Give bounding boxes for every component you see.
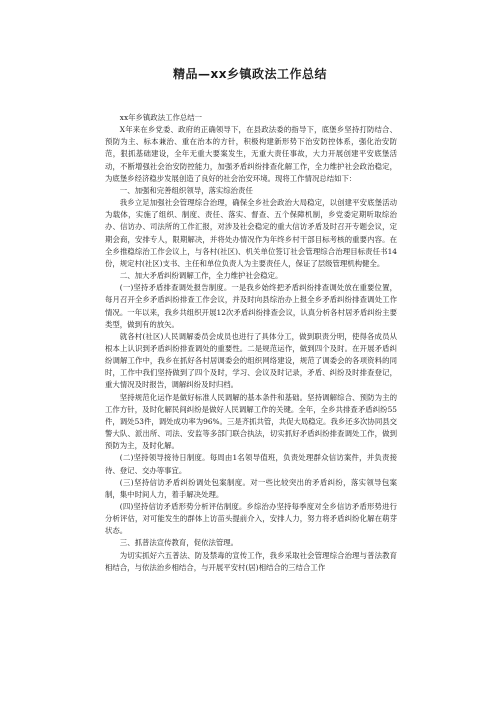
body-paragraph: (一)坚持矛盾排查调处报告制度。一是我乡始终把矛盾纠纷排查调处放在重要位置，每月召开全乡矛盾纠纷排查工作会议，并及时向县综治办上报全乡矛盾纠纷排查调处工作情况。一年以来，我乡共组织开展12次矛盾纠纷排查会议，认真分析各村居矛盾纠纷主要类型，做到有的放矢。 — [105, 283, 397, 329]
body-paragraph: (四)坚持信访矛盾形势分析评估制度。乡综治办坚持每季度对全乡信访矛盾形势进行分析评估，对可能发生的群体上访苗头提前介入，安排人力，努力将矛盾纠纷化解在萌芽状态。 — [105, 502, 397, 536]
body-paragraph: 我乡立足加强社会管理综合治理，确保全乡社会政治大局稳定，以创建平安底堡活动为载体，实施了组织、制度、责任、落实、督查、五个保障机制，乡党委定期听取综治办、信访办、司法所的工作汇报，对涉及社会稳定的重大信访矛盾及时召开专题会议，定期会商，安排专人，限期解决，并将处办情况作为年终乡村干部目标考核的重要内容。在全乡推稳综治工作会议上，与各村(社区)、机关单位签订社会管理综合治理目标责任书14份，规定村(社区)支书、主任和单位负责人为主要责任人，保证了层级管理机构健全。 — [105, 198, 397, 268]
section-heading-1: 一、加强和完善组织领导，落实综治责任 — [119, 185, 253, 195]
body-paragraph: 为切实抓好六五普法、防及禁毒的宣传工作，我乡采取社会管理综合治理与普法教育相结合，与依法治乡相结合，与开展平安村(居)相结合的三结合工作 — [105, 550, 397, 572]
intro-paragraph: X年来在乡党委、政府的正确领导下，在县政法委的指导下，底堡乡坚持打防结合、预防为主、标本兼治、重在治本的方针，积极构建新形势下治安防控体系，强化治安防范，狠抓基础建设，全年无重大要案发生，无重大责任事故，大力开展创建平安底堡活动，不断增强社会治安防控能力，加强矛盾纠纷排查化解工作，全力维护社会政治稳定，为底堡乡经济稳步发展创造了良好的社会治安环境。现将工作情况总结如下： — [105, 125, 397, 183]
document-title: 精品—xx乡镇政法工作总结 — [173, 67, 327, 81]
body-paragraph: (二)坚持领导接待日制度。每周由1名领导值班，负责处理群众信访案件，并负责接待、登记、交办等事宜。 — [105, 453, 397, 475]
body-paragraph: 坚持规范化运作是做好标准人民调解的基本条件和基础。坚持调解综合、预防为主的工作方针，及时化解民间纠纷是做好人民调解工作的关键。全年，全乡共排查矛盾纠纷55件，调处53件，调处成功率为96%。三是齐抓共管，共促大局稳定。我乡还多次协同县交警大队、派出所、司法、安监等多部门联合执法，切实抓好矛盾纠纷排查调处工作，做到预防为主，及时化解。 — [105, 392, 397, 451]
section-heading-2: 二、加大矛盾纠纷调解工作，全力维护社会稳定。 — [119, 271, 283, 281]
body-paragraph: (三)坚持信访矛盾纠纷调处包案制度。对一些比较突出的矛盾纠纷，落实领导包案制，集中时间人力，着手解决处理。 — [105, 477, 397, 499]
body-paragraph: 就各村(社区)人民调解委员会成员也进行了具体分工，做到职责分明，使得各成员从根本上认识到矛盾纠纷排查调处的重要性。二是规范运作，做到四个及时。在开展矛盾纠纷调解工作中，我乡在抓好各村居调委会的组织网络建设，规范了调委会的各项资料的同时，工作中我们坚持做到了四个及时，学习、会议及时记录，矛盾、纠纷及时排查登记，重大情况及时报告，调解纠纷及时归档。 — [105, 331, 397, 390]
section-heading-3: 三、抓普法宣传教育，促依法管理。 — [119, 538, 239, 548]
document-body — [105, 112, 397, 574]
subtitle-paragraph: xx年乡镇政法工作总结一 — [119, 113, 203, 122]
